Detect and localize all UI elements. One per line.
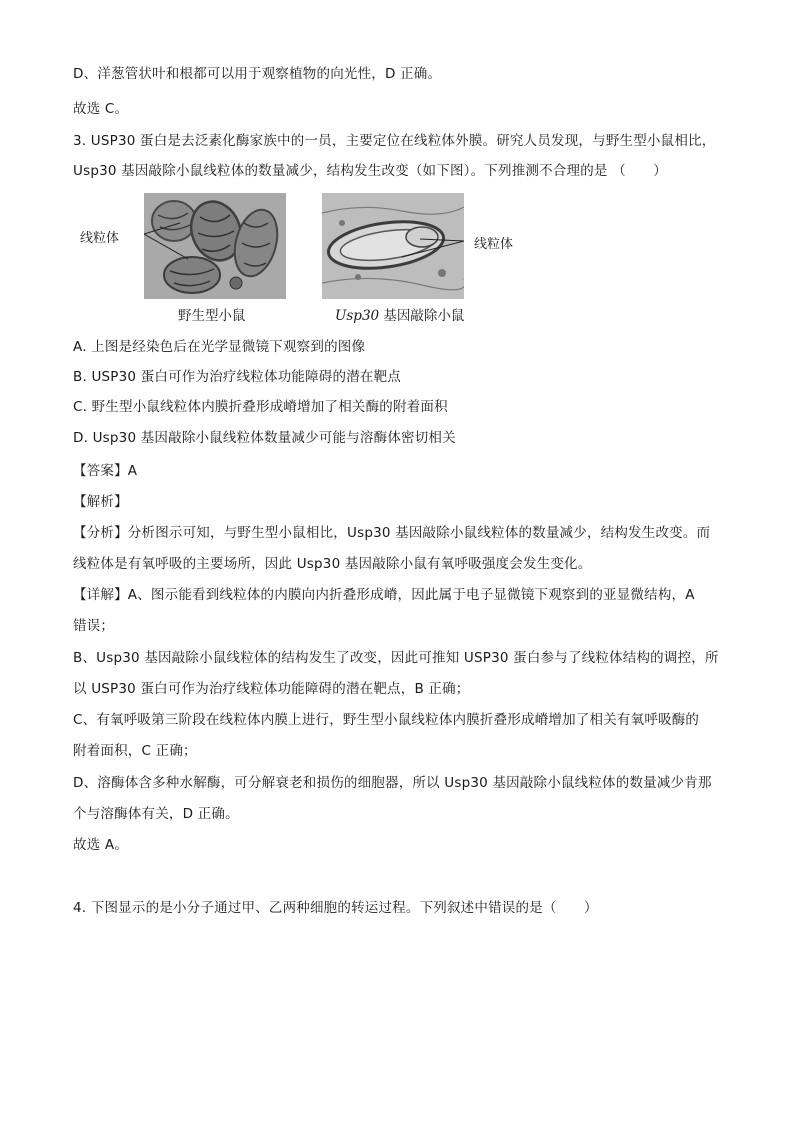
analysis-heading: 【解析】 bbox=[73, 494, 128, 510]
option-d: D. Usp30 基因敲除小鼠线粒体数量减少可能与溶酶体密切相关 bbox=[73, 430, 456, 446]
caption-knockout-text: 基因敲除小鼠 bbox=[379, 308, 465, 324]
wild-type-micrograph-image bbox=[144, 193, 286, 299]
knockout-micrograph-image bbox=[322, 193, 464, 299]
detail-line-4: 以 USP30 蛋白可作为治疗线粒体功能障碍的潜在靶点，B 正确； bbox=[73, 681, 470, 697]
detail-line-2: 错误； bbox=[73, 618, 115, 634]
wild-type-micrograph bbox=[144, 193, 286, 299]
figure-label-right: 线粒体 bbox=[474, 237, 514, 252]
caption-wild-type: 野生型小鼠 bbox=[178, 308, 246, 324]
caption-knockout bbox=[335, 304, 464, 324]
detail-line-9: 故选 A。 bbox=[73, 837, 129, 853]
detail-line-3: B、Usp30 基因敲除小鼠线粒体的结构发生了改变，因此可推知 USP30 蛋白参与了线粒体结构的调控，所 bbox=[73, 650, 719, 666]
question-3-stem-line2: Usp30 基因敲除小鼠线粒体的数量减少，结构发生改变（如下图）。下列推测不合理的是 （ ） bbox=[73, 163, 667, 179]
answer-line: 【答案】A bbox=[73, 463, 138, 479]
mitochondria-figure bbox=[80, 193, 540, 325]
detail-line-8: 个与溶酶体有关，D 正确。 bbox=[73, 806, 239, 822]
detail-line-1: 【详解】A、图示能看到线粒体的内膜向内折叠形成嵴，因此属于电子显微镜下观察到的亚显微结构，A bbox=[73, 587, 695, 603]
analysis-line-2: 线粒体是有氧呼吸的主要场所，因此 Usp30 基因敲除小鼠有氧呼吸强度会发生变化。 bbox=[73, 556, 592, 572]
option-a: A. 上图是经染色后在光学显微镜下观察到的图像 bbox=[73, 339, 366, 355]
text-line-choose-c: 故选 C。 bbox=[73, 101, 129, 117]
detail-line-6: 附着面积，C 正确； bbox=[73, 743, 197, 759]
option-c: C. 野生型小鼠线粒体内膜折叠形成嵴增加了相关酶的附着面积 bbox=[73, 399, 448, 415]
figure-label-left: 线粒体 bbox=[80, 231, 120, 246]
analysis-line-1: 【分析】分析图示可知，与野生型小鼠相比，Usp30 基因敲除小鼠线粒体的数量减少，结构发生改变。而 bbox=[73, 525, 711, 541]
option-b: B. USP30 蛋白可作为治疗线粒体功能障碍的潜在靶点 bbox=[73, 369, 402, 385]
text-line-d-option: D、洋葱管状叶和根都可以用于观察植物的向光性，D 正确。 bbox=[73, 66, 442, 82]
detail-line-7: D、溶酶体含多种水解酶，可分解衰老和损伤的细胞器，所以 Usp30 基因敲除小鼠线粒体的数量减少肯那 bbox=[73, 775, 712, 791]
question-3-stem-line1: 3. USP30 蛋白是去泛素化酶家族中的一员，主要定位在线粒体外膜。研究人员发现，与野生型小鼠相比， bbox=[73, 133, 716, 149]
question-4-stem: 4. 下图显示的是小分子通过甲、乙两种细胞的转运过程。下列叙述中错误的是（ ） bbox=[73, 900, 598, 916]
detail-line-5: C、有氧呼吸第三阶段在线粒体内膜上进行，野生型小鼠线粒体内膜折叠形成嵴增加了相关有氧呼吸酶的 bbox=[73, 712, 700, 728]
caption-knockout-gene: Usp30 bbox=[335, 308, 380, 324]
knockout-micrograph bbox=[322, 193, 464, 299]
